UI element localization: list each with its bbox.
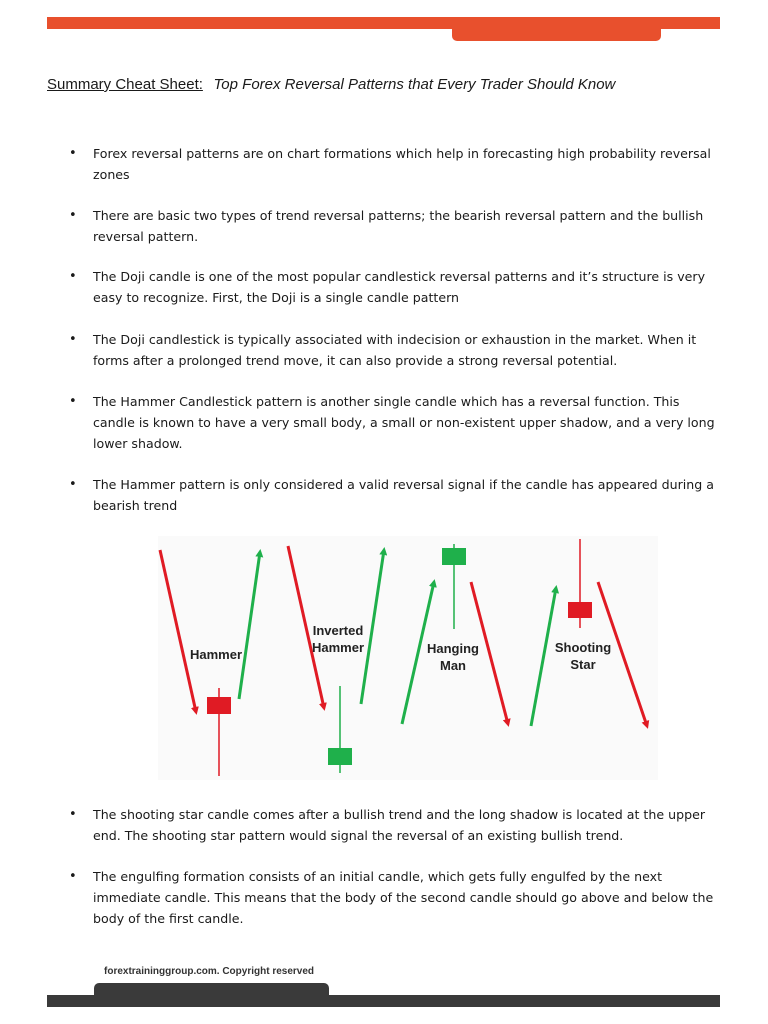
bullet-item: • The Doji candlestick is typically associated with indecision or exhaustion in the market. When it forms after a prolonged trend move, it can also provide a strong reversal potential.: [93, 330, 719, 372]
hammer-pattern: [160, 550, 260, 776]
bullet-item: • There are basic two types of trend reversal patterns; the bearish reversal pattern and the bullish reversal pattern.: [93, 206, 719, 248]
inverted-hammer-label-line1: Inverted: [312, 623, 364, 638]
bullet-item: • Forex reversal patterns are on chart formations which help in forecasting high probability reversal zones: [93, 144, 719, 186]
candle-body: [207, 697, 231, 714]
candle-body: [442, 548, 466, 565]
candle-body: [568, 602, 592, 618]
bullet-item: • The Hammer Candlestick pattern is another single candle which has a reversal function. This candle is known to have a very small body, a small or non-existent upper shadow, and a very long lower shadow.: [93, 392, 719, 454]
title-lead: Summary Cheat Sheet:: [47, 76, 203, 93]
hanging-man-pattern: [402, 544, 508, 724]
candle-body: [328, 748, 352, 765]
up-trend-arrow: [239, 552, 260, 699]
inverted-hammer-label-line2: Hammer: [311, 640, 365, 655]
footer-accent-bar: [47, 995, 720, 1007]
title-subtitle: Top Forex Reversal Patterns that Every Trader Should Know: [213, 76, 616, 93]
reversal-patterns-diagram: [158, 536, 658, 780]
hanging-man-label-line1: Hanging: [427, 641, 479, 656]
shooting-star-label-line2: Star: [570, 657, 596, 672]
bullet-item: • The Doji candle is one of the most popular candlestick reversal patterns and it’s structure is very easy to recognize. First, the Doji is a single candle pattern: [93, 267, 719, 309]
up-trend-arrow: [361, 550, 384, 704]
bullet-item: • The shooting star candle comes after a bullish trend and the long shadow is located at the upper end. The shooting star pattern would signal the reversal of an existing bullish trend.: [93, 805, 719, 847]
bullet-item: • The Hammer pattern is only considered a valid reversal signal if the candle has appeared during a bearish trend: [93, 475, 719, 517]
down-trend-arrow: [160, 550, 196, 712]
footer-copyright: forextraininggroup.com. Copyright reserved: [104, 966, 315, 977]
shooting-star-pattern: [531, 539, 647, 726]
shooting-star-label-line1: Shooting: [554, 640, 612, 655]
hanging-man-label-line2: Man: [440, 658, 466, 673]
bullet-item: • The engulfing formation consists of an initial candle, which gets fully engulfed by the next immediate candle. This means that the body of the second candle should go above and below the body of the first candle.: [93, 867, 719, 929]
up-trend-arrow: [531, 588, 556, 726]
hammer-label: Hammer: [189, 647, 243, 662]
inverted-hammer-pattern: [288, 546, 384, 773]
